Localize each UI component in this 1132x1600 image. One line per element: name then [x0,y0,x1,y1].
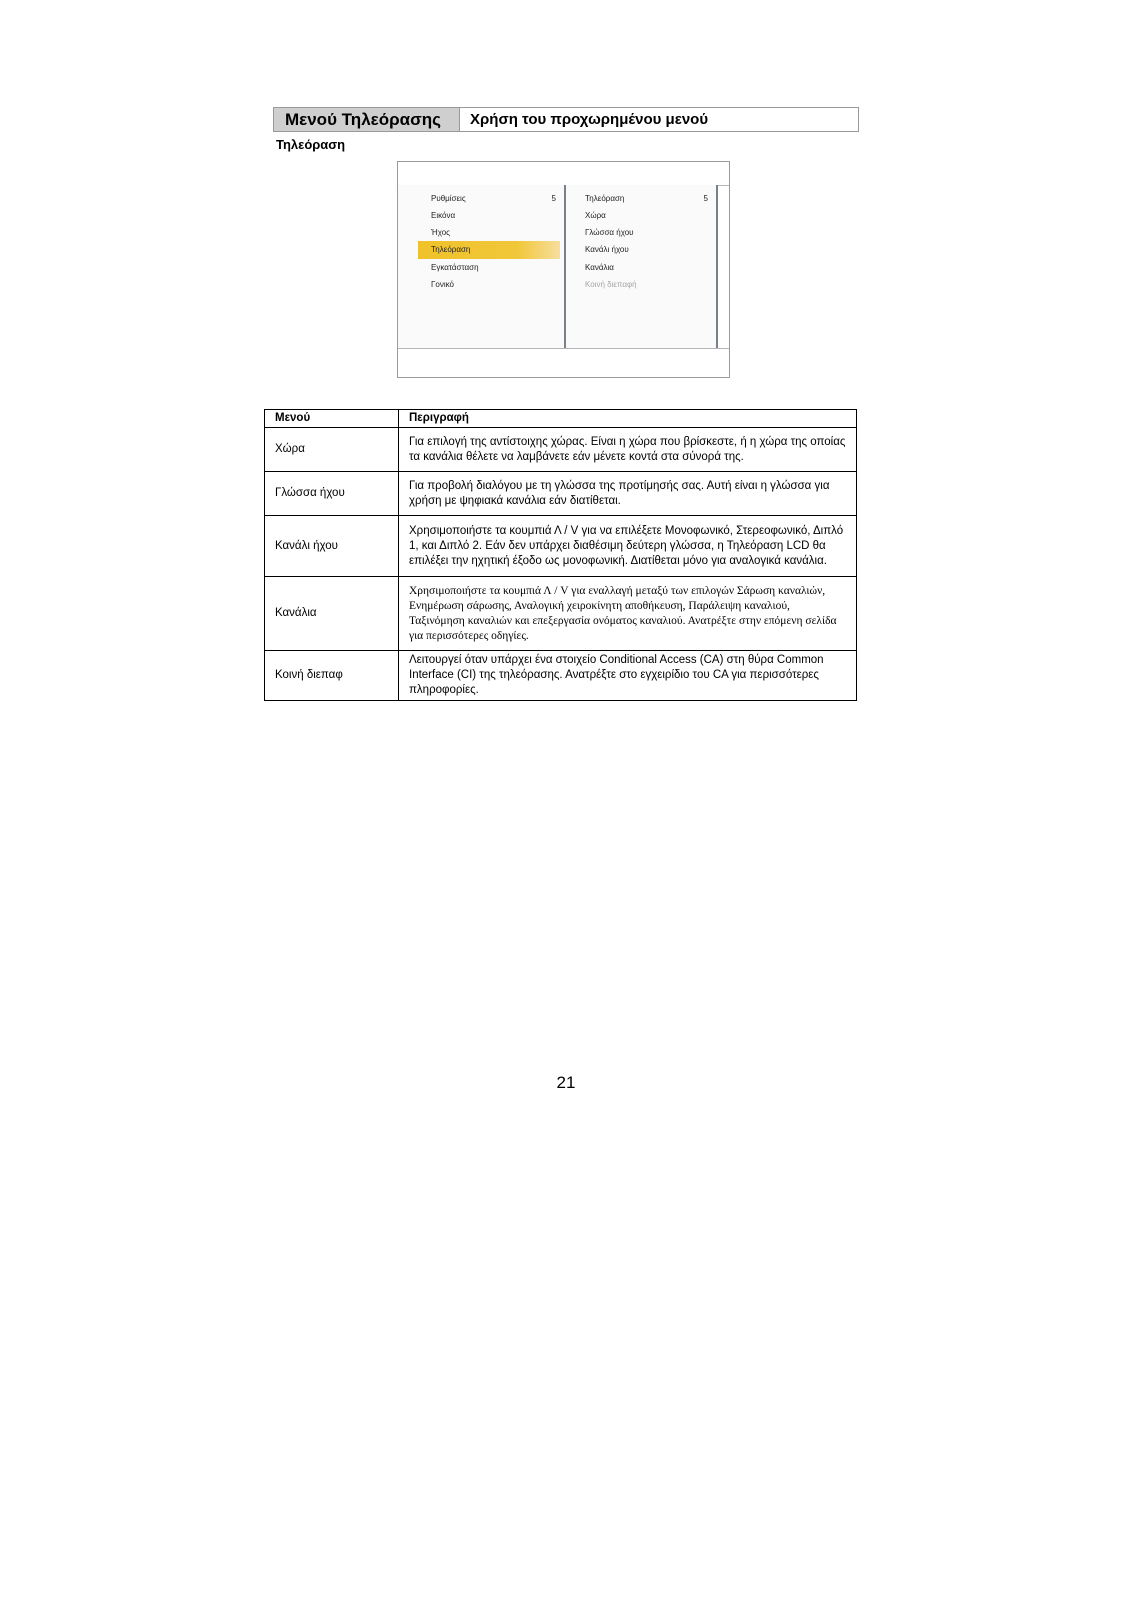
tv-submenu-panel [566,185,718,349]
menu-item-tv-selected[interactable]: Τηλεόραση [418,241,560,259]
row-description: Για προβολή διαλόγου με τη γλώσσα της προτίμησής σας. Αυτή είναι η γλώσσα για χρήση με ψηφιακά κανάλια εάν διατίθεται. [399,472,857,516]
menu-item-picture[interactable]: Εικόνα [431,211,456,220]
row-menu-name: Χώρα [265,428,399,472]
osd-bottom-bar [398,348,729,377]
row-menu-name: Γλώσσα ήχου [265,472,399,516]
topic-title: Χρήση του προχωρημένου μενού [470,111,709,128]
submenu-item-channels[interactable]: Κανάλια [585,263,614,272]
menu-item-sound[interactable]: Ήχος [431,228,450,237]
table-row [265,472,857,516]
submenu-item-country[interactable]: Χώρα [585,211,606,220]
submenu-item-audio-channel[interactable]: Κανάλι ήχου [585,245,629,254]
settings-panel [398,185,566,349]
osd-top-bar [398,162,729,186]
page-subtitle: Τηλεόραση [276,137,346,152]
column-header-menu: Μενού [265,410,399,428]
row-menu-name: Κανάλι ήχου [265,516,399,577]
tv-menu-screenshot [397,161,730,378]
table-row [265,651,857,701]
submenu-item-audio-language[interactable]: Γλώσσα ήχου [585,228,634,237]
settings-title-label: Ρυθμίσεις [431,194,466,203]
row-description: Για επιλογή της αντίστοιχης χώρας. Είναι η χώρα που βρίσκεστε, ή η χώρα της οποίας τα κανάλια θέλετε να λαμβάνετε εάν μένετε κοντά στα σύνορά της. [399,428,857,472]
settings-title-number: 5 [551,194,556,203]
section-title: Μενού Τηλεόρασης [274,108,460,131]
table-row [265,516,857,577]
tv-title-label: Τηλεόραση [585,194,625,203]
page-number: 21 [556,1073,576,1092]
submenu-item-common-interface: Κοινή διεπαφή [585,280,637,289]
row-menu-name: Κανάλια [265,577,399,651]
tv-panel-title [566,190,716,208]
table-row [265,577,857,651]
row-description: Χρησιμοποιήστε τα κουμπιά Λ / V για να επιλέξετε Μονοφωνικό, Στερεοφωνικό, Διπλό 1, και Διπλό 2. Εάν δεν υπάρχει διαθέσιμη δεύτερη γλώσσα, η Τηλεόραση LCD θα επιλέξει την ηχητική έξοδο ως μονοφωνική. Διατίθεται μόνο για αναλογικά κανάλια. [399,516,857,577]
menu-description-table [264,409,857,701]
menu-item-installation[interactable]: Εγκατάσταση [431,263,479,272]
column-header-description: Περιγραφή [399,410,857,428]
row-description: Χρησιμοποιήστε τα κουμπιά Λ / V για εναλλαγή μεταξύ των επιλογών Σάρωση καναλιών, Ενημέρωση σάρωσης, Αναλογική χειροκίνητη αποθήκευση, Παράλειψη καναλιού, Ταξινόμηση καναλιών και επεξεργασία ονόματος καναλιού. Ανατρέξτε στην επόμενη σελίδα για περισσότερες οδηγίες. [399,577,857,651]
row-description: Λειτουργεί όταν υπάρχει ένα στοιχείο Conditional Access (CA) στη θύρα Common Interface (CI) της τηλεόρασης. Ανατρέξτε στο εγχειρίδιο του CA για περισσότερες πληροφορίες. [399,651,857,701]
table-header-row [265,410,857,428]
menu-item-parental[interactable]: Γονικό [431,280,454,289]
tv-title-number: 5 [703,194,708,203]
table-row [265,428,857,472]
row-menu-name: Κοινή διεπαφ [265,651,399,701]
settings-panel-title [398,190,564,208]
section-header [273,107,859,132]
